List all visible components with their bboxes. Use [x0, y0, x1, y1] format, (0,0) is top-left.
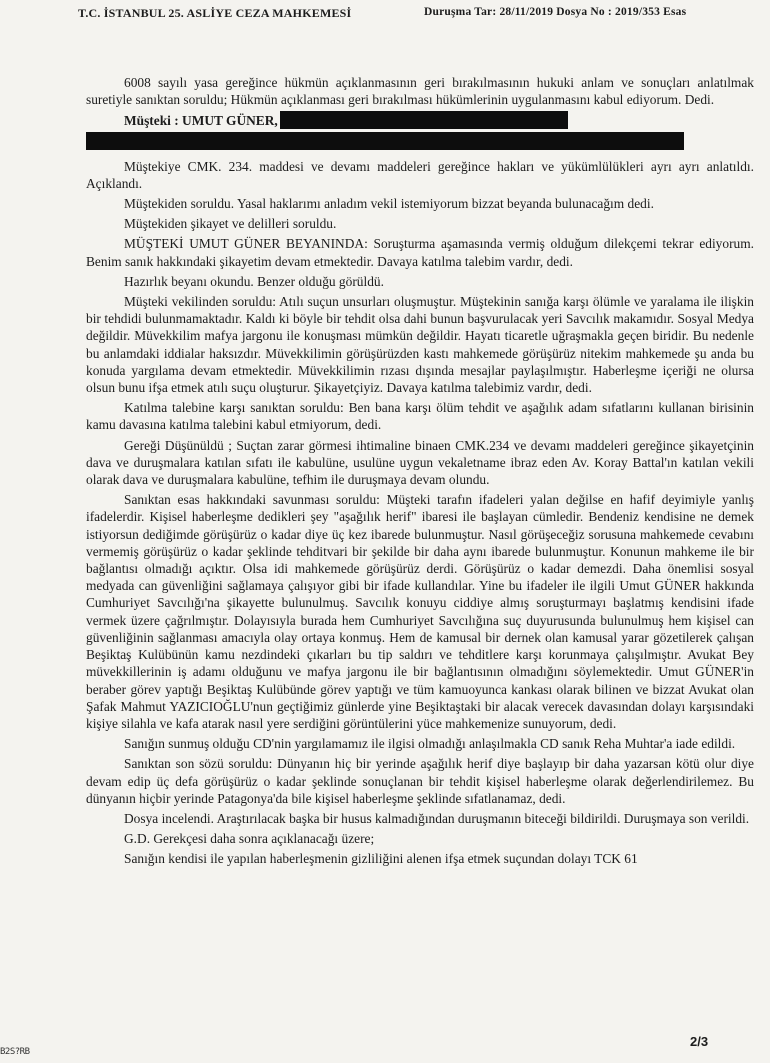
paragraph-last-word: Sanıktan son sözü soruldu: Dünyanın hiç bir yerinde aşağılık herif diye başlayıp bir daha yazarsan kötü olur diye devam edip üç defa görüşürüz o kadar şeklinde sonuçlanan bir tehdit kişisel haberleşme olarak değerlendirilemez. Bu dünyanın hiçbir yerinde Patagonya'da bile kişisel haberleşme şeklinde sıfatlanamaz, dedi. — [86, 756, 754, 806]
barcode-stamp: B2S?RB — [0, 1047, 30, 1057]
redaction-bar — [86, 132, 684, 150]
paragraph-complainant-asked: Müştekiden soruldu. Yasal haklarımı anladım vekil istemiyorum bizzat beyanda bulunacağım dedi. — [124, 196, 654, 212]
paragraph-reasoning: G.D. Gerekçesi daha sonra açıklanacağı üzere; — [124, 831, 375, 847]
paragraph-rights: Müştekiye CMK. 234. maddesi ve devamı maddeleri gereğince hakları ve yükümlülükleri ayrı ayrı anlatıldı. Açıklandı. — [86, 158, 754, 191]
document-header — [0, 6, 770, 28]
paragraph-preliminary: Hazırlık beyanı okundu. Benzer olduğu görüldü. — [124, 273, 384, 289]
paragraph-deferment: 6008 sayılı yasa gereğince hükmün açıklanmasının geri bırakılmasının hukuki anlam ve sonuçları anlatılmak suretiyle sanıktan soruldu; Hükmün açıklanması geri bırakılması hükümlerinin uygulanmasını kabul ediyorum. Dedi. — [86, 75, 754, 108]
complainant-label: Müşteki : UMUT GÜNER, — [124, 113, 278, 129]
paragraph-complainant-statement: MÜŞTEKİ UMUT GÜNER BEYANINDA: Soruşturma aşamasında vermiş olduğum dilekçemi tekrar ediyorum. Benim sanık hakkındaki şikayetim devam etmektedir. Davaya katılma talebim vardır, dedi. — [86, 236, 754, 269]
hearing-info: Duruşma Tar: 28/11/2019 Dosya No : 2019/353 Esas — [424, 6, 687, 18]
paragraph-evidence: Müştekiden şikayet ve delilleri soruldu. — [124, 216, 337, 232]
redaction-bar — [280, 111, 568, 129]
paragraph-defense: Sanıktan esas hakkındaki savunması soruldu: Müşteki tarafın ifadeleri yalan değilse en hafif deyimiyle yanlış ifadelerdir. Kişisel haberleşme dedikleri şey "aşağılık herif" ibaresi ile başlayan cümledir. Bendeniz kendisine ne demek istiyorsun dediğimde görüşürüz o kadar diye üç kez ibarede bulunmuştur. Nasıl görüşeceğiz sorusuna mahkemede cevabını vermemiş görüşürüz o kadar şeklinde tehditvari bir şekilde bir daha aynı ibarede bulunmuştur. Konunun mahkeme ile bir bağlantısı olmadığı açıktır. Olsa idi mahkemede görüşürüz derdi. Görüşürüz o kadar demezdi. Daha önemlisi sosyal medyada can güvenliğini sağlamaya çalışıyor gibi bir ifade kullandılar. Yine bu ifadeler ile ilgili Umut GÜNER hakkında Cumhuriyet Savcılığı'na şikayette bulunulmuş. Savcılık konuyu ciddiye almış soruşturmayı başlatmış kendisini ifade vermek üzere çağrılmıştır. Dolayısıyla burada hem Cumhuriyet Savcılığına suç duyurusunda bulunulmuş hem kişisel can güvenliğinin sağlanması amacıyla olay ortaya konmuş. Hem de kamusal bir dernek olan kamusal yarar gözetilerek çalışan Beşiktaş Kulübünün kamu nezdindeki çıkarları bu tip saldırı ve tehditlere karşı korunmaya çalışılmıştır. Avukat Bey müvekkillerinin iş adamı olduğunu ve mafya jargonu ile bir bağlantısının olmadığını söylemektedir. Umut GÜNER'in beraber görev yaptığı Beşiktaş Kulübünde görev yaptığı ve tüm kamuoyunca kankası olarak bilinen ve bizzat Avukat olan Şafak Mahmut YAZICIOĞLU'nun geçtiğimiz günlerde yine Beşiktaştaki bir alacak verecek davasından dolayı karşısındaki kişiye silahla ve kafa atarak nasıl yere serdiğini görüntülerini yüce mahkemenize sunuyorum, dedi. — [86, 492, 754, 731]
document-body — [86, 74, 754, 871]
paragraph-attorney-statement: Müşteki vekilinden soruldu: Atılı suçun unsurları oluşmuştur. Müştekinin sanığa karşı ölümle ve yaralama ile ilişkin bir tehdidi bulunmamaktadır. Kaldı ki böyle bir tehdit olsa dahi bunun başvurulacak yeri Savcılık makamıdır. Sosyal Medya değildir. Müvekkilim mafya jargonu ile konuşması mümkün değildir. Hayatı ticaretle uğraşmakla geçen biridir. Bu nedenle bu anlamdaki iddialar haksızdır. Müvekkilimin görüşürüzden kastı mahkemede görüşürüz nitekim mahkemede şu anda bu konuda yargılama devam etmektedir. Müvekkilimin rızası dışında mesajlar paylaşılmıştır. Haberleşme içeriği ne olursa olsun bunu ifşa etmek atılı suçu oluşturur. Şikayetçiyiz. Davaya katılma talebimiz vardır, dedi. — [86, 294, 754, 396]
complainant-line — [86, 111, 754, 129]
paragraph-file-reviewed: Dosya incelendi. Araştırılacak başka bir husus kalmadığından duruşmanın biteceği bildirildi. Duruşmaya son verildi. — [124, 810, 750, 826]
paragraph-verdict-start: Sanığın kendisi ile yapılan haberleşmenin gizliliğini alenen ifşa etmek suçundan dolayı TCK 61 — [124, 851, 638, 867]
paragraph-decision-intervention: Gereği Düşünüldü ; Suçtan zarar görmesi ihtimaline binaen CMK.234 ve devamı maddeleri gereğince şikayetçinin dava ve duruşmalara katılan sıfatı ile kabulüne, usulüne uygun vekaletname ibraz eden Av. Koray Battal'ın katılan vekili olarak dava ve duruşmalara kabulüne, tefhim ile duruşmaya devam olundu. — [86, 437, 754, 488]
page-number: 2/3 — [690, 1034, 709, 1049]
court-name: T.C. İSTANBUL 25. ASLİYE CEZA MAHKEMESİ — [78, 6, 352, 20]
paragraph-cd-returned: Sanığın sunmuş olduğu CD'nin yargılamamız ile ilgisi olmadığı anlaşılmakla CD sanık Reha Muhtar'a iade edildi. — [124, 736, 736, 752]
paragraph-intervention-objection: Katılma talebine karşı sanıktan soruldu: Ben bana karşı ölüm tehdit ve aşağılık adam sıfatlarını kullanan birisinin kamu davasına katılma talebini kabul etmiyorum, dedi. — [86, 400, 754, 433]
